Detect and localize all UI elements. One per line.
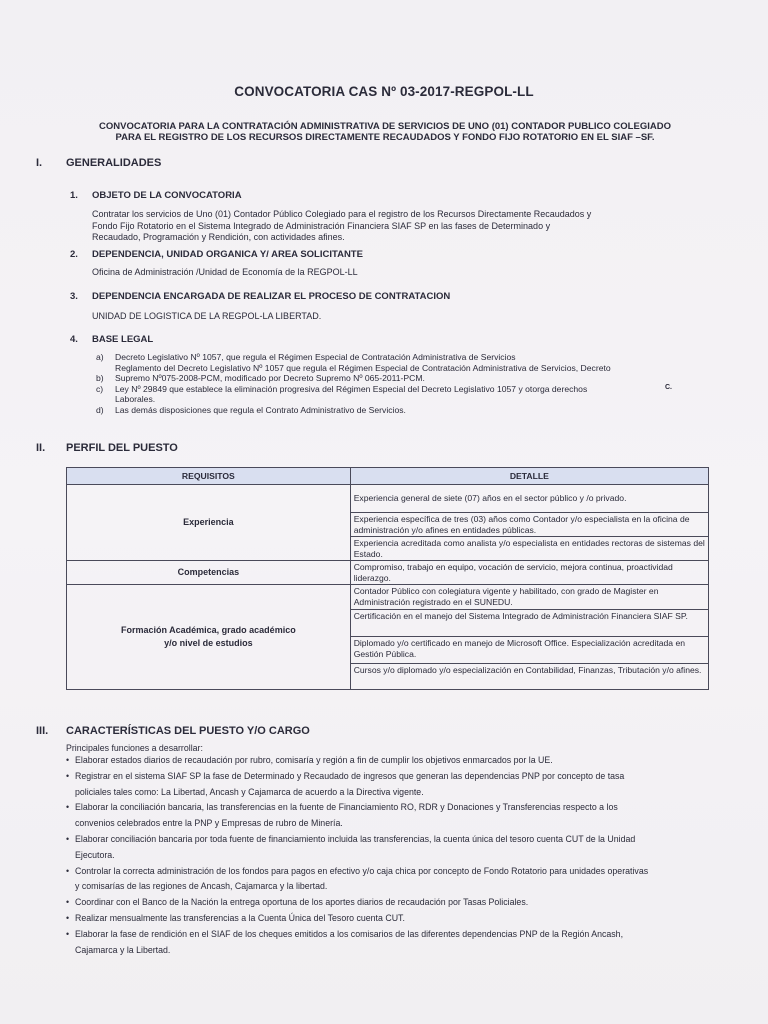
section-title: CARACTERÍSTICAS DEL PUESTO Y/O CARGO [66, 725, 310, 737]
table-row [67, 485, 709, 513]
section-heading-caracteristicas [36, 725, 636, 739]
item-number: 4. [70, 334, 78, 345]
legal-item [96, 384, 706, 395]
text-line: • Controlar la correcta administración de los fondos para pagos en efectivo y/o caja chica por concepto de Fondo Rotatorio para unidades operativas [75, 865, 649, 876]
text-line: • Elaborar la conciliación bancaria, las transferencias en la fuente de Financiamiento RO, RDR y Donaciones y Transferencias respecto a los [75, 802, 618, 813]
item-number: 3. [70, 291, 78, 302]
text-line: policiales tales como: La Libertad, Ancash y Cajamarca de acuerdo a la Directiva vigente. [75, 786, 424, 797]
item-title: OBJETO DE LA CONVOCATORIA [92, 190, 242, 201]
list-item [66, 927, 726, 959]
legal-list [96, 352, 706, 415]
text-line: • Elaborar la fase de rendición en el SIAF de los cheques emitidos a los comisarios de las diferentes dependencias PNP de la Región Ancash, [75, 928, 624, 939]
requisito-cell: Formación Académica, grado académico y/o nivel de estudios [67, 585, 351, 690]
functions-list [66, 753, 726, 958]
item-body-dependencia [92, 267, 712, 279]
item-number: 2. [70, 249, 78, 260]
detalle-cell: Cursos y/o diplomado y/o especialización en Contabilidad, Finanzas, Tributación y/o afines. [350, 664, 708, 690]
perfil-table [66, 467, 709, 690]
text-line: Cajamarca y la Libertad. [75, 944, 171, 955]
stray-mark: C. [665, 384, 672, 391]
legal-item [96, 363, 706, 374]
text-line: Contratar los servicios de Uno (01) Contador Público Colegiado para el registro de los Recursos Directamente Recaudados y [92, 209, 592, 219]
detalle-cell: Compromiso, trabajo en equipo, vocación de servicio, mejora continua, proactividad liderazgo. [350, 561, 708, 585]
text-line: Recaudado, Programación y Rendición, con actividades afines. [92, 232, 345, 242]
subtitle-line: CONVOCATORIA PARA LA CONTRATACIÓN ADMINISTRATIVA DE SERVICIOS DE UNO (01) CONTADOR PUBLICO COLEGIADO [99, 121, 671, 132]
item-heading-dependencia [70, 249, 670, 261]
legal-text: Las demás disposiciones que regula el Contrato Administrativo de Servicios. [115, 404, 406, 415]
item-heading-base-legal [70, 334, 670, 346]
text-line: y comisarías de las regiones de Ancash, Cajamarca y la libertad. [75, 881, 328, 892]
legal-letter: c) [96, 383, 104, 394]
section-number: III. [36, 725, 49, 737]
table-row [67, 585, 709, 610]
detalle-cell: Experiencia general de siete (07) años en el sector público y /o privado. [350, 485, 708, 513]
section-title: GENERALIDADES [66, 157, 162, 169]
text-line: • Coordinar con el Banco de la Nación la entrega oportuna de los aportes diarios de recaudación por Tasas Policiales. [75, 897, 529, 908]
list-item [66, 911, 726, 927]
legal-letter: b) [96, 373, 104, 383]
section-heading-perfil [36, 442, 636, 456]
item-heading-objeto [70, 190, 670, 202]
list-item [66, 895, 726, 911]
list-item [66, 753, 726, 769]
document-title: CONVOCATORIA CAS Nº 03-2017-REGPOL-LL [234, 84, 534, 99]
legal-letter: d) [96, 404, 104, 415]
legal-text: Ley Nº 29849 que establece la eliminación progresiva del Régimen Especial del Decreto Legislativo 1057 y otorga derechos [115, 383, 588, 394]
list-item [66, 769, 726, 801]
legal-text: Supremo Nº075-2008-PCM, modificado por Decreto Supremo Nº 065-2011-PCM. [115, 373, 425, 383]
item-title: DEPENDENCIA ENCARGADA DE REALIZAR EL PROCESO DE CONTRATACION [92, 291, 451, 302]
table-header-row [67, 468, 709, 485]
item-number: 1. [70, 190, 78, 201]
legal-item [96, 373, 706, 384]
detalle-cell: Experiencia acreditada como analista y/o especialista en entidades rectoras de sistemas del Estado. [350, 537, 708, 561]
section-number: II. [36, 442, 46, 454]
column-header-detalle: DETALLE [350, 468, 708, 485]
text-line: • Elaborar estados diarios de recaudación por rubro, comisaría y región a fin de cumplir los objetivos enmarcados por la UE. [75, 755, 553, 765]
legal-item [96, 405, 706, 416]
table-row [67, 561, 709, 585]
text-line: convenios celebrados entre la PNP y Empresas de rubro de Minería. [75, 818, 343, 829]
requisito-cell: Experiencia [67, 485, 351, 561]
list-item [66, 832, 726, 864]
text-line: Ejecutora. [75, 849, 115, 860]
functions-intro: Principales funciones a desarrollar: [66, 743, 203, 753]
legal-text: Laborales. [115, 394, 156, 404]
list-item [66, 864, 726, 896]
detalle-cell: Diplomado y/o certificado en manejo de Microsoft Office. Especialización acreditada en Gestión Pública. [350, 637, 708, 664]
legal-text: Reglamento del Decreto Legislativo Nº 1057 que regula el Régimen Especial de Contratación Administrativa de Servicios, Decreto [115, 362, 611, 373]
column-header-requisitos: REQUISITOS [67, 468, 351, 485]
text-line: • Realizar mensualmente las transferencias a la Cuenta Única del Tesoro cuenta CUT. [75, 912, 405, 923]
item-heading-encargada [70, 291, 670, 303]
legal-text: Decreto Legislativo Nº 1057, que regula el Régimen Especial de Contratación Administrativa de Servicios [115, 352, 516, 362]
item-body-encargada [92, 311, 712, 323]
detalle-cell: Certificación en el manejo del Sistema Integrado de Administración Financiera SIAF SP. [350, 610, 708, 637]
section-heading-generalidades [36, 157, 636, 171]
text-line: Fondo Fijo Rotatorio en el Sistema Integrado de Administración Financiera SIAF SP en las fases de Determinado y [92, 220, 551, 231]
item-body-objeto [92, 209, 712, 244]
text-line: UNIDAD DE LOGISTICA DE LA REGPOL-LA LIBERTAD. [92, 311, 322, 321]
legal-item [96, 394, 706, 405]
text-line: Oficina de Administración /Unidad de Economía de la REGPOL-LL [92, 267, 358, 277]
detalle-cell: Contador Público con colegiatura vigente y habilitado, con grado de Magister en Administración registrado en el SUNEDU. [350, 585, 708, 610]
requisito-cell: Competencias [67, 561, 351, 585]
item-title: DEPENDENCIA, UNIDAD ORGANICA Y/ AREA SOLICITANTE [92, 249, 363, 260]
legal-letter: a) [96, 352, 104, 362]
text-line: • Registrar en el sistema SIAF SP la fase de Determinado y Recaudado de ingresos que generan las dependencias PNP por concepto de tasa [75, 770, 625, 781]
text-line: • Elaborar conciliación bancaria por toda fuente de financiamiento incluida las transferencias, la cuenta única del tesoro cuenta CUT de la Unidad [75, 833, 636, 844]
detalle-cell: Experiencia específica de tres (03) años como Contador y/o especialista en la oficina de administración y/o afines en entidades públicas. [350, 513, 708, 537]
list-item [66, 800, 726, 832]
document-subtitle [60, 121, 710, 143]
item-title: BASE LEGAL [92, 334, 154, 345]
legal-item [96, 352, 706, 363]
section-number: I. [36, 157, 43, 169]
section-title: PERFIL DEL PUESTO [66, 442, 178, 454]
subtitle-line: PARA EL REGISTRO DE LOS RECURSOS DIRECTAMENTE RECAUDADOS Y FONDO FIJO ROTATORIO EN EL SIAF –SF. [115, 132, 655, 143]
